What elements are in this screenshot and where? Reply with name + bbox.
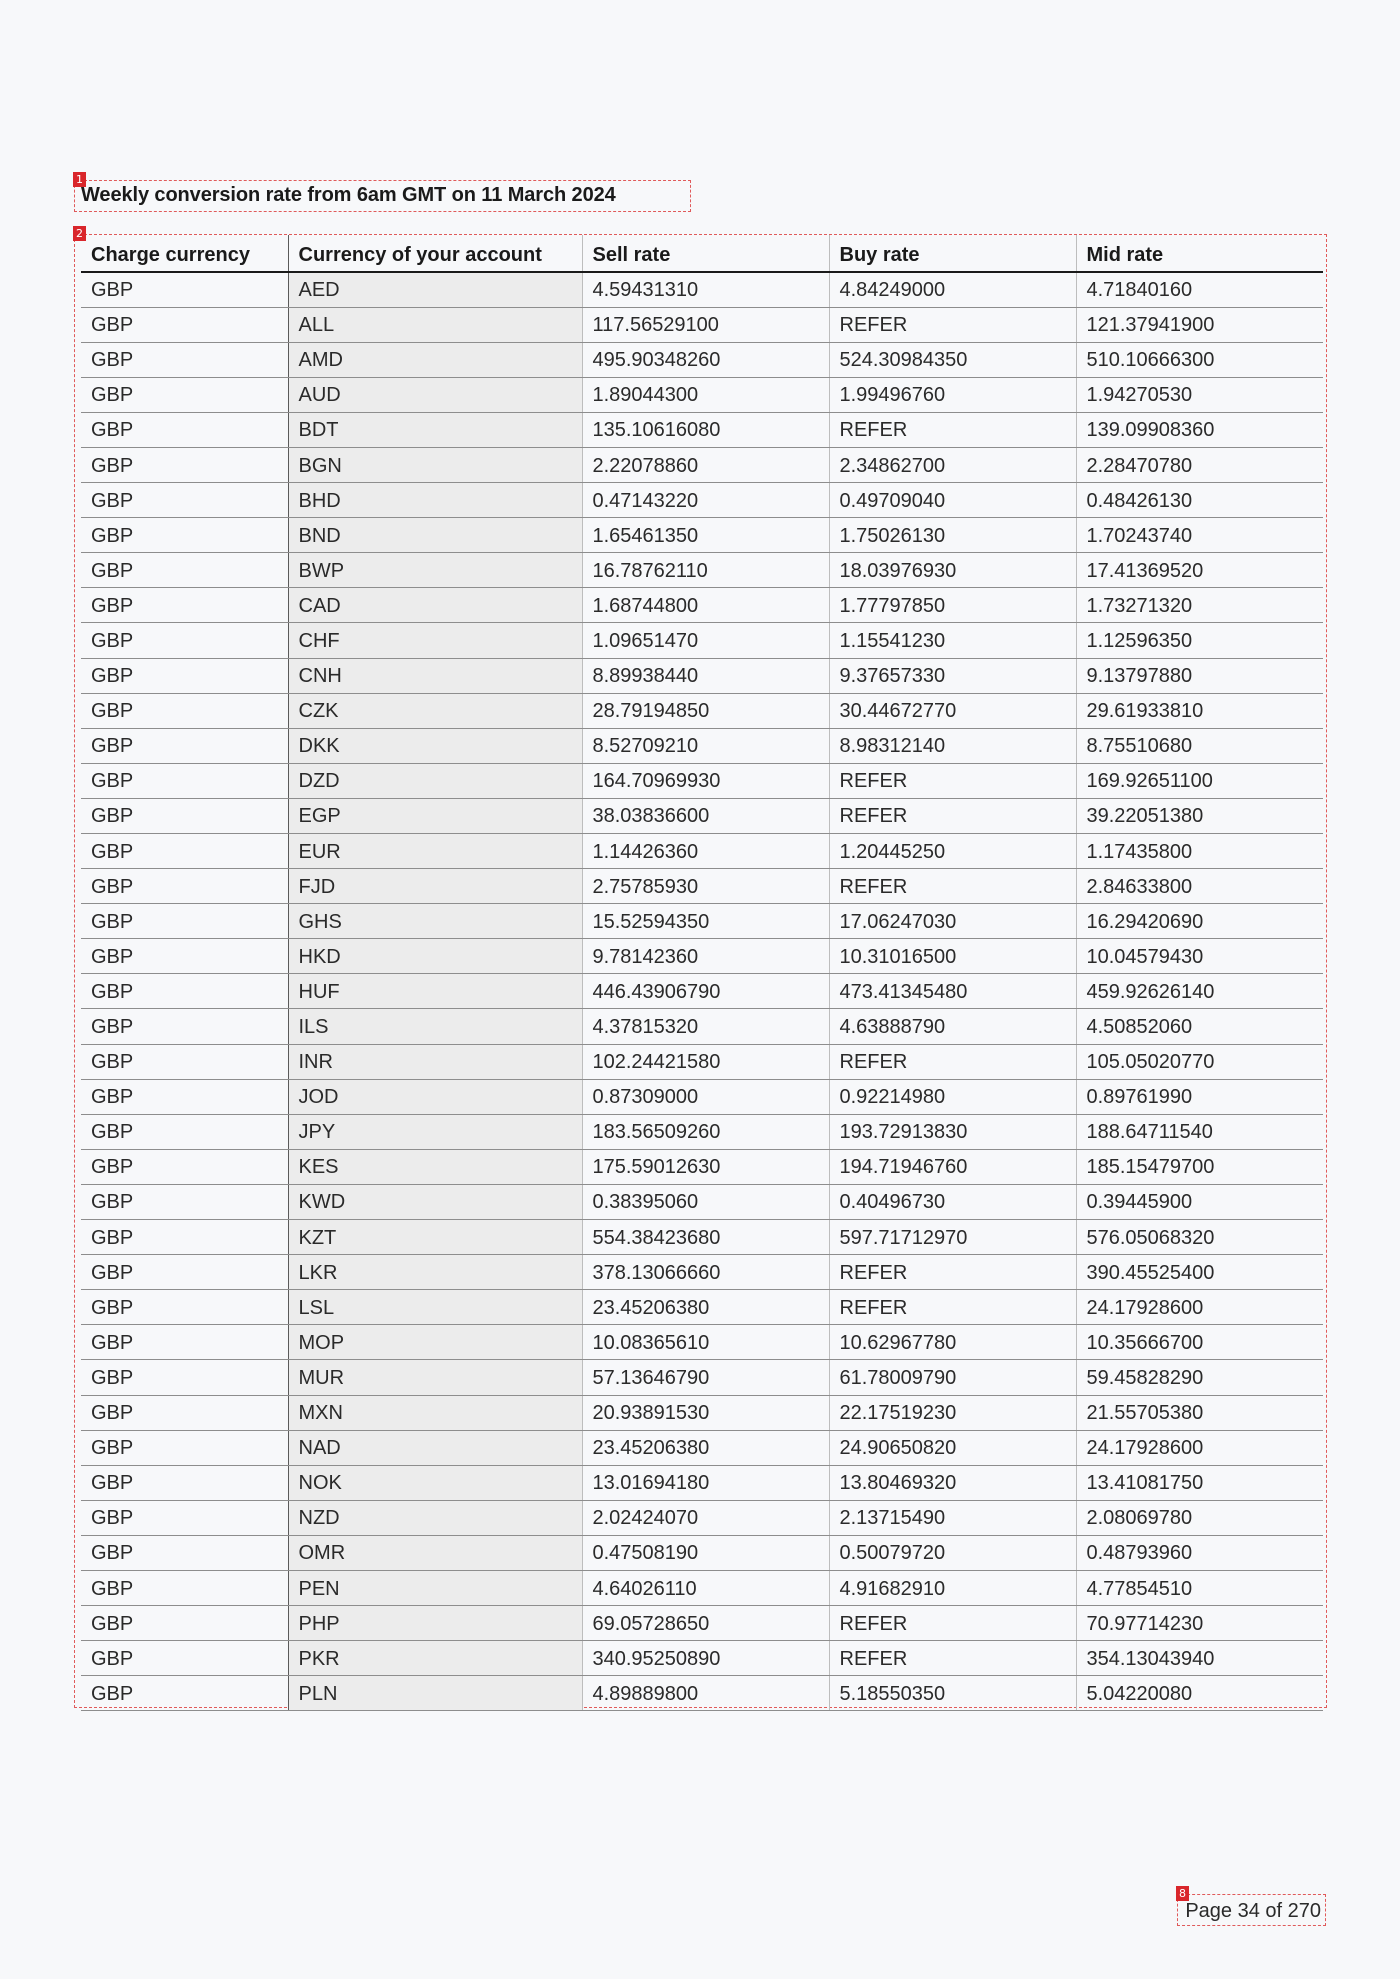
table-row [81,1079,1323,1114]
charge-currency-cell: GBP [81,1606,288,1641]
account-currency-cell: GHS [288,904,582,939]
mid-rate-cell: 29.61933810 [1076,693,1323,728]
sell-rate-cell: 446.43906790 [582,974,829,1009]
mid-rate-cell: 16.29420690 [1076,904,1323,939]
buy-rate-cell: REFER [829,1044,1076,1079]
account-currency-cell: NZD [288,1500,582,1535]
buy-rate-cell: 17.06247030 [829,904,1076,939]
mid-rate-cell: 0.48793960 [1076,1535,1323,1570]
table-row [81,623,1323,658]
title-region [74,173,691,212]
charge-currency-cell: GBP [81,1535,288,1570]
mid-rate-cell: 4.71840160 [1076,272,1323,307]
header-mid-rate: Mid rate [1076,235,1323,272]
mid-rate-cell: 576.05068320 [1076,1220,1323,1255]
charge-currency-cell: GBP [81,588,288,623]
mid-rate-cell: 0.89761990 [1076,1079,1323,1114]
charge-currency-cell: GBP [81,658,288,693]
account-currency-cell: OMR [288,1535,582,1570]
buy-rate-cell: 10.31016500 [829,939,1076,974]
mid-rate-cell: 21.55705380 [1076,1395,1323,1430]
account-currency-cell: DZD [288,763,582,798]
table-row [81,1360,1323,1395]
charge-currency-cell: GBP [81,483,288,518]
buy-rate-cell: REFER [829,1255,1076,1290]
mid-rate-cell: 185.15479700 [1076,1149,1323,1184]
account-currency-cell: EGP [288,798,582,833]
account-currency-cell: BHD [288,483,582,518]
buy-rate-cell: 0.49709040 [829,483,1076,518]
table-row [81,904,1323,939]
buy-rate-cell: REFER [829,307,1076,342]
charge-currency-cell: GBP [81,904,288,939]
account-currency-cell: NAD [288,1430,582,1465]
buy-rate-cell: REFER [829,412,1076,447]
account-currency-cell: CAD [288,588,582,623]
mid-rate-cell: 459.92626140 [1076,974,1323,1009]
table-row [81,307,1323,342]
account-currency-cell: BGN [288,447,582,482]
buy-rate-cell: REFER [829,1641,1076,1676]
sell-rate-cell: 1.68744800 [582,588,829,623]
sell-rate-cell: 164.70969930 [582,763,829,798]
buy-rate-cell: 1.75026130 [829,518,1076,553]
table-row [81,1641,1323,1676]
table-row [81,1220,1323,1255]
charge-currency-cell: GBP [81,1465,288,1500]
mid-rate-cell: 0.48426130 [1076,483,1323,518]
mid-rate-cell: 9.13797880 [1076,658,1323,693]
sell-rate-cell: 117.56529100 [582,307,829,342]
table-row [81,834,1323,869]
sell-rate-cell: 13.01694180 [582,1465,829,1500]
mid-rate-cell: 139.09908360 [1076,412,1323,447]
sell-rate-cell: 554.38423680 [582,1220,829,1255]
buy-rate-cell: REFER [829,1606,1076,1641]
buy-rate-cell: 1.77797850 [829,588,1076,623]
charge-currency-cell: GBP [81,1290,288,1325]
buy-rate-cell: 194.71946760 [829,1149,1076,1184]
mid-rate-cell: 1.94270530 [1076,377,1323,412]
account-currency-cell: MOP [288,1325,582,1360]
mid-rate-cell: 24.17928600 [1076,1430,1323,1465]
buy-rate-cell: 0.92214980 [829,1079,1076,1114]
table-row [81,272,1323,307]
account-currency-cell: NOK [288,1465,582,1500]
charge-currency-cell: GBP [81,518,288,553]
sell-rate-cell: 4.89889800 [582,1676,829,1711]
table-row [81,658,1323,693]
table-row [81,1114,1323,1149]
table-row [81,553,1323,588]
sell-rate-cell: 1.65461350 [582,518,829,553]
charge-currency-cell: GBP [81,1500,288,1535]
header-sell-rate: Sell rate [582,235,829,272]
sell-rate-cell: 2.02424070 [582,1500,829,1535]
table-row [81,483,1323,518]
mid-rate-cell: 10.35666700 [1076,1325,1323,1360]
buy-rate-cell: 24.90650820 [829,1430,1076,1465]
mid-rate-cell: 2.84633800 [1076,869,1323,904]
sell-rate-cell: 57.13646790 [582,1360,829,1395]
account-currency-cell: JPY [288,1114,582,1149]
buy-rate-cell: 0.40496730 [829,1184,1076,1219]
charge-currency-cell: GBP [81,798,288,833]
mid-rate-cell: 121.37941900 [1076,307,1323,342]
charge-currency-cell: GBP [81,1114,288,1149]
sell-rate-cell: 10.08365610 [582,1325,829,1360]
sell-rate-cell: 495.90348260 [582,342,829,377]
charge-currency-cell: GBP [81,1641,288,1676]
sell-rate-cell: 1.14426360 [582,834,829,869]
account-currency-cell: MUR [288,1360,582,1395]
buy-rate-cell: REFER [829,1290,1076,1325]
charge-currency-cell: GBP [81,377,288,412]
buy-rate-cell: 1.20445250 [829,834,1076,869]
table-row [81,1184,1323,1219]
header-buy-rate: Buy rate [829,235,1076,272]
table-row [81,342,1323,377]
charge-currency-cell: GBP [81,728,288,763]
buy-rate-cell: 2.13715490 [829,1500,1076,1535]
sell-rate-cell: 23.45206380 [582,1430,829,1465]
account-currency-cell: LSL [288,1290,582,1325]
buy-rate-cell: 8.98312140 [829,728,1076,763]
mid-rate-cell: 1.12596350 [1076,623,1323,658]
mid-rate-cell: 8.75510680 [1076,728,1323,763]
table-row [81,1325,1323,1360]
buy-rate-cell: 4.84249000 [829,272,1076,307]
charge-currency-cell: GBP [81,1079,288,1114]
charge-currency-cell: GBP [81,974,288,1009]
mid-rate-cell: 1.70243740 [1076,518,1323,553]
mid-rate-cell: 2.08069780 [1076,1500,1323,1535]
account-currency-cell: KZT [288,1220,582,1255]
mid-rate-cell: 17.41369520 [1076,553,1323,588]
sell-rate-cell: 0.87309000 [582,1079,829,1114]
account-currency-cell: INR [288,1044,582,1079]
buy-rate-cell: 597.71712970 [829,1220,1076,1255]
account-currency-cell: BWP [288,553,582,588]
table-row [81,1676,1323,1711]
mid-rate-cell: 4.50852060 [1076,1009,1323,1044]
account-currency-cell: CZK [288,693,582,728]
table-row [81,1290,1323,1325]
charge-currency-cell: GBP [81,553,288,588]
region-tag-footer: 8 [1176,1886,1189,1901]
buy-rate-cell: 61.78009790 [829,1360,1076,1395]
table-row [81,1430,1323,1465]
charge-currency-cell: GBP [81,307,288,342]
buy-rate-cell: 1.15541230 [829,623,1076,658]
table-header-row [81,235,1323,272]
table-row [81,693,1323,728]
buy-rate-cell: 0.50079720 [829,1535,1076,1570]
region-tag-table: 2 [73,226,86,241]
sell-rate-cell: 20.93891530 [582,1395,829,1430]
sell-rate-cell: 69.05728650 [582,1606,829,1641]
charge-currency-cell: GBP [81,1430,288,1465]
sell-rate-cell: 8.52709210 [582,728,829,763]
buy-rate-cell: REFER [829,798,1076,833]
account-currency-cell: AED [288,272,582,307]
account-currency-cell: PKR [288,1641,582,1676]
table-body [81,272,1323,1711]
table-row [81,974,1323,1009]
charge-currency-cell: GBP [81,1184,288,1219]
charge-currency-cell: GBP [81,623,288,658]
charge-currency-cell: GBP [81,1149,288,1184]
table-row [81,728,1323,763]
sell-rate-cell: 0.47143220 [582,483,829,518]
sell-rate-cell: 15.52594350 [582,904,829,939]
sell-rate-cell: 0.47508190 [582,1535,829,1570]
buy-rate-cell: 30.44672770 [829,693,1076,728]
charge-currency-cell: GBP [81,763,288,798]
account-currency-cell: EUR [288,834,582,869]
buy-rate-cell: REFER [829,763,1076,798]
account-currency-cell: FJD [288,869,582,904]
charge-currency-cell: GBP [81,1570,288,1605]
account-currency-cell: ILS [288,1009,582,1044]
charge-currency-cell: GBP [81,693,288,728]
table-row [81,1255,1323,1290]
charge-currency-cell: GBP [81,1325,288,1360]
charge-currency-cell: GBP [81,412,288,447]
mid-rate-cell: 70.97714230 [1076,1606,1323,1641]
sell-rate-cell: 183.56509260 [582,1114,829,1149]
account-currency-cell: AUD [288,377,582,412]
table-row [81,1465,1323,1500]
table-row [81,1395,1323,1430]
buy-rate-cell: 10.62967780 [829,1325,1076,1360]
mid-rate-cell: 105.05020770 [1076,1044,1323,1079]
table-row [81,377,1323,412]
charge-currency-cell: GBP [81,447,288,482]
charge-currency-cell: GBP [81,1395,288,1430]
mid-rate-cell: 0.39445900 [1076,1184,1323,1219]
mid-rate-cell: 5.04220080 [1076,1676,1323,1711]
buy-rate-cell: 13.80469320 [829,1465,1076,1500]
table-row [81,1009,1323,1044]
sell-rate-cell: 2.22078860 [582,447,829,482]
sell-rate-cell: 4.59431310 [582,272,829,307]
buy-rate-cell: 9.37657330 [829,658,1076,693]
table-row [81,1535,1323,1570]
charge-currency-cell: GBP [81,1255,288,1290]
table-row [81,1570,1323,1605]
mid-rate-cell: 510.10666300 [1076,342,1323,377]
account-currency-cell: MXN [288,1395,582,1430]
table-row [81,1606,1323,1641]
mid-rate-cell: 188.64711540 [1076,1114,1323,1149]
conversion-rate-table [81,235,1323,1711]
sell-rate-cell: 378.13066660 [582,1255,829,1290]
buy-rate-cell: REFER [829,869,1076,904]
charge-currency-cell: GBP [81,342,288,377]
table-row [81,447,1323,482]
account-currency-cell: PLN [288,1676,582,1711]
sell-rate-cell: 340.95250890 [582,1641,829,1676]
page-number: Page 34 of 270 [1185,1900,1321,1922]
account-currency-cell: DKK [288,728,582,763]
table-region [74,227,1327,1708]
sell-rate-cell: 16.78762110 [582,553,829,588]
buy-rate-cell: 22.17519230 [829,1395,1076,1430]
account-currency-cell: BDT [288,412,582,447]
sell-rate-cell: 135.10616080 [582,412,829,447]
charge-currency-cell: GBP [81,1220,288,1255]
account-currency-cell: HUF [288,974,582,1009]
mid-rate-cell: 10.04579430 [1076,939,1323,974]
sell-rate-cell: 102.24421580 [582,1044,829,1079]
mid-rate-cell: 1.17435800 [1076,834,1323,869]
account-currency-cell: KWD [288,1184,582,1219]
buy-rate-cell: 4.91682910 [829,1570,1076,1605]
buy-rate-cell: 4.63888790 [829,1009,1076,1044]
mid-rate-cell: 2.28470780 [1076,447,1323,482]
table-row [81,869,1323,904]
account-currency-cell: AMD [288,342,582,377]
mid-rate-cell: 24.17928600 [1076,1290,1323,1325]
mid-rate-cell: 169.92651100 [1076,763,1323,798]
sell-rate-cell: 4.37815320 [582,1009,829,1044]
table-row [81,1149,1323,1184]
account-currency-cell: BND [288,518,582,553]
page-title: Weekly conversion rate from 6am GMT on 11 March 2024 [81,184,616,206]
mid-rate-cell: 354.13043940 [1076,1641,1323,1676]
account-currency-cell: HKD [288,939,582,974]
sell-rate-cell: 0.38395060 [582,1184,829,1219]
table-row [81,939,1323,974]
buy-rate-cell: 1.99496760 [829,377,1076,412]
table-row [81,798,1323,833]
account-currency-cell: CNH [288,658,582,693]
charge-currency-cell: GBP [81,1676,288,1711]
header-account-currency: Currency of your account [288,235,582,272]
buy-rate-cell: 524.30984350 [829,342,1076,377]
table-row [81,1500,1323,1535]
sell-rate-cell: 8.89938440 [582,658,829,693]
table-row [81,518,1323,553]
charge-currency-cell: GBP [81,272,288,307]
sell-rate-cell: 23.45206380 [582,1290,829,1325]
account-currency-cell: KES [288,1149,582,1184]
region-tag-title: 1 [73,172,86,187]
sell-rate-cell: 1.89044300 [582,377,829,412]
sell-rate-cell: 28.79194850 [582,693,829,728]
charge-currency-cell: GBP [81,869,288,904]
buy-rate-cell: 5.18550350 [829,1676,1076,1711]
mid-rate-cell: 1.73271320 [1076,588,1323,623]
table-row [81,763,1323,798]
buy-rate-cell: 2.34862700 [829,447,1076,482]
sell-rate-cell: 38.03836600 [582,798,829,833]
sell-rate-cell: 4.64026110 [582,1570,829,1605]
sell-rate-cell: 175.59012630 [582,1149,829,1184]
sell-rate-cell: 1.09651470 [582,623,829,658]
footer-region [1177,1887,1326,1926]
account-currency-cell: PEN [288,1570,582,1605]
mid-rate-cell: 59.45828290 [1076,1360,1323,1395]
account-currency-cell: JOD [288,1079,582,1114]
account-currency-cell: LKR [288,1255,582,1290]
table-row [81,588,1323,623]
table-row [81,1044,1323,1079]
mid-rate-cell: 390.45525400 [1076,1255,1323,1290]
charge-currency-cell: GBP [81,939,288,974]
table-row [81,412,1323,447]
mid-rate-cell: 13.41081750 [1076,1465,1323,1500]
charge-currency-cell: GBP [81,1009,288,1044]
sell-rate-cell: 2.75785930 [582,869,829,904]
mid-rate-cell: 4.77854510 [1076,1570,1323,1605]
header-charge-currency: Charge currency [81,235,288,272]
charge-currency-cell: GBP [81,1044,288,1079]
charge-currency-cell: GBP [81,1360,288,1395]
account-currency-cell: CHF [288,623,582,658]
buy-rate-cell: 473.41345480 [829,974,1076,1009]
mid-rate-cell: 39.22051380 [1076,798,1323,833]
account-currency-cell: ALL [288,307,582,342]
charge-currency-cell: GBP [81,834,288,869]
sell-rate-cell: 9.78142360 [582,939,829,974]
account-currency-cell: PHP [288,1606,582,1641]
buy-rate-cell: 18.03976930 [829,553,1076,588]
buy-rate-cell: 193.72913830 [829,1114,1076,1149]
